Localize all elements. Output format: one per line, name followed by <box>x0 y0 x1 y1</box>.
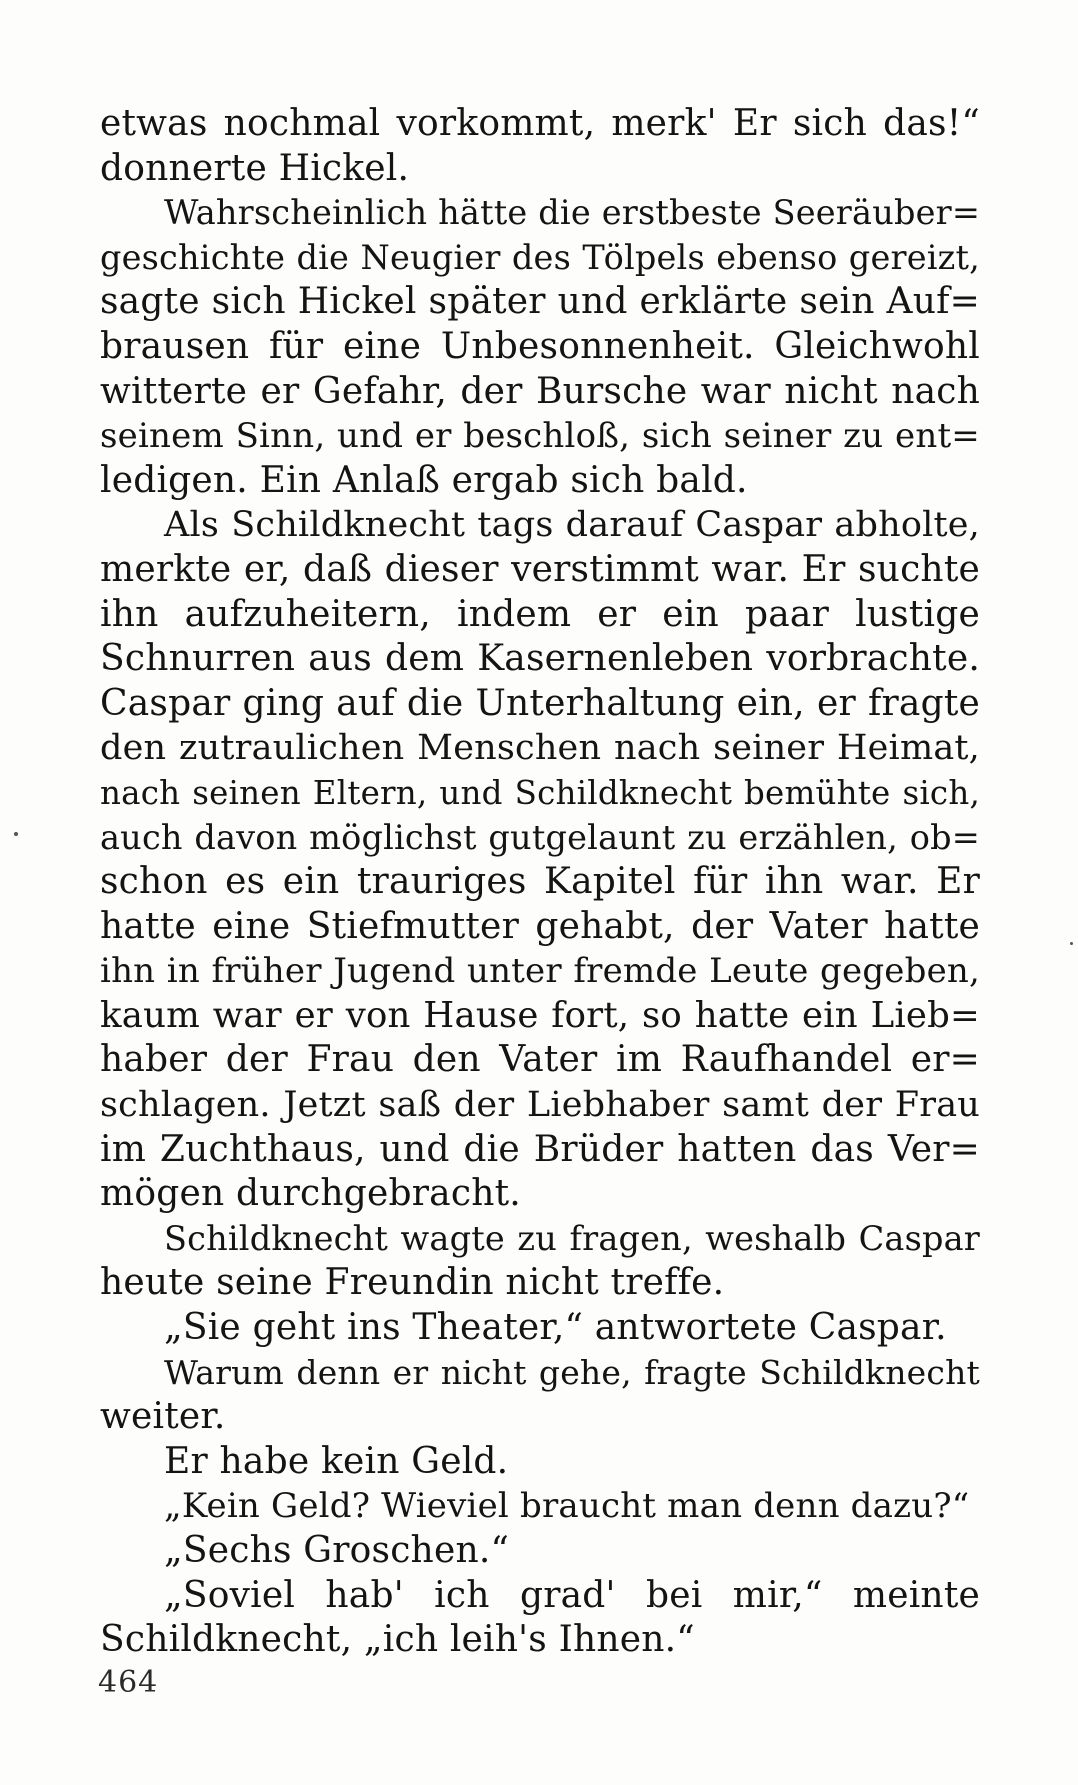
text-line: haber der Frau den Vater im Raufhandel er= <box>100 1039 980 1081</box>
text-line: Schildknecht wagte zu fragen, weshalb Caspar <box>164 1218 980 1258</box>
text-line: den zutraulichen Menschen nach seiner Heimat, <box>100 728 980 769</box>
text-line: heute seine Freundin nicht treffe. <box>100 1262 725 1304</box>
text-line: Als Schildknecht tags darauf Caspar abholte, <box>164 505 980 546</box>
text-line: donnerte Hickel. <box>100 147 410 189</box>
text-line: auch davon möglichst gutgelaunt zu erzählen, ob= <box>100 817 980 857</box>
text-line: weiter. <box>100 1396 226 1438</box>
print-speck <box>14 832 18 836</box>
text-line: Warum denn er nicht gehe, fragte Schildknecht <box>164 1352 980 1392</box>
text-line: Schildknecht, „ich leih's Ihnen.“ <box>100 1619 695 1661</box>
text-line: Er habe kein Geld. <box>164 1440 509 1482</box>
text-line: „Sie geht ins Theater,“ antwortete Caspar. <box>164 1307 947 1349</box>
text-line: brausen für eine Unbesonnenheit. Gleichwohl <box>100 325 980 367</box>
text-line: „Soviel hab' ich grad' bei mir,“ meinte <box>164 1574 980 1616</box>
text-line: seinem Sinn, und er beschloß, sich seiner zu ent= <box>100 416 980 457</box>
text-line: schon es ein trauriges Kapitel für ihn war. Er <box>100 861 980 903</box>
text-line: etwas nochmal vorkommt, merk' Er sich das!“ <box>100 103 980 144</box>
text-line: Schnurren aus dem Kasernenleben vorbrachte. <box>100 638 980 680</box>
body-text <box>100 102 980 1663</box>
page-number: 464 <box>98 1665 159 1700</box>
text-line: im Zuchthaus, und die Brüder hatten das Ver= <box>100 1128 980 1170</box>
text-line: witterte er Gefahr, der Bursche war nicht nach <box>100 370 980 412</box>
text-line: geschichte die Neugier des Tölpels ebenso gereizt, <box>100 237 980 277</box>
text-line: sagte sich Hickel später und erklärte sein Auf= <box>100 281 980 323</box>
text-line: Wahrscheinlich hätte die erstbeste Seeräuber= <box>164 193 980 233</box>
print-speck <box>1070 942 1073 945</box>
text-line: „Kein Geld? Wieviel braucht man denn dazu?“ <box>164 1486 970 1527</box>
text-line: merkte er, daß dieser verstimmt war. Er suchte <box>100 548 980 590</box>
text-line: kaum war er von Hause fort, so hatte ein Lieb= <box>100 994 980 1036</box>
text-line: Caspar ging auf die Unterhaltung ein, er fragte <box>100 682 980 724</box>
text-line: hatte eine Stiefmutter gehabt, der Vater hatte <box>100 905 980 947</box>
text-line: nach seinen Eltern, und Schildknecht bemühte sich, <box>100 773 980 812</box>
text-line: ledigen. Ein Anlaß ergab sich bald. <box>100 459 748 501</box>
text-line: „Sechs Groschen.“ <box>164 1530 510 1571</box>
text-line: schlagen. Jetzt saß der Liebhaber samt der Frau <box>100 1085 980 1126</box>
text-line: mögen durchgebracht. <box>100 1173 521 1215</box>
text-line: ihn in früher Jugend unter fremde Leute gegeben, <box>100 951 980 992</box>
text-line: ihn aufzuheitern, indem er ein paar lustige <box>100 593 980 635</box>
